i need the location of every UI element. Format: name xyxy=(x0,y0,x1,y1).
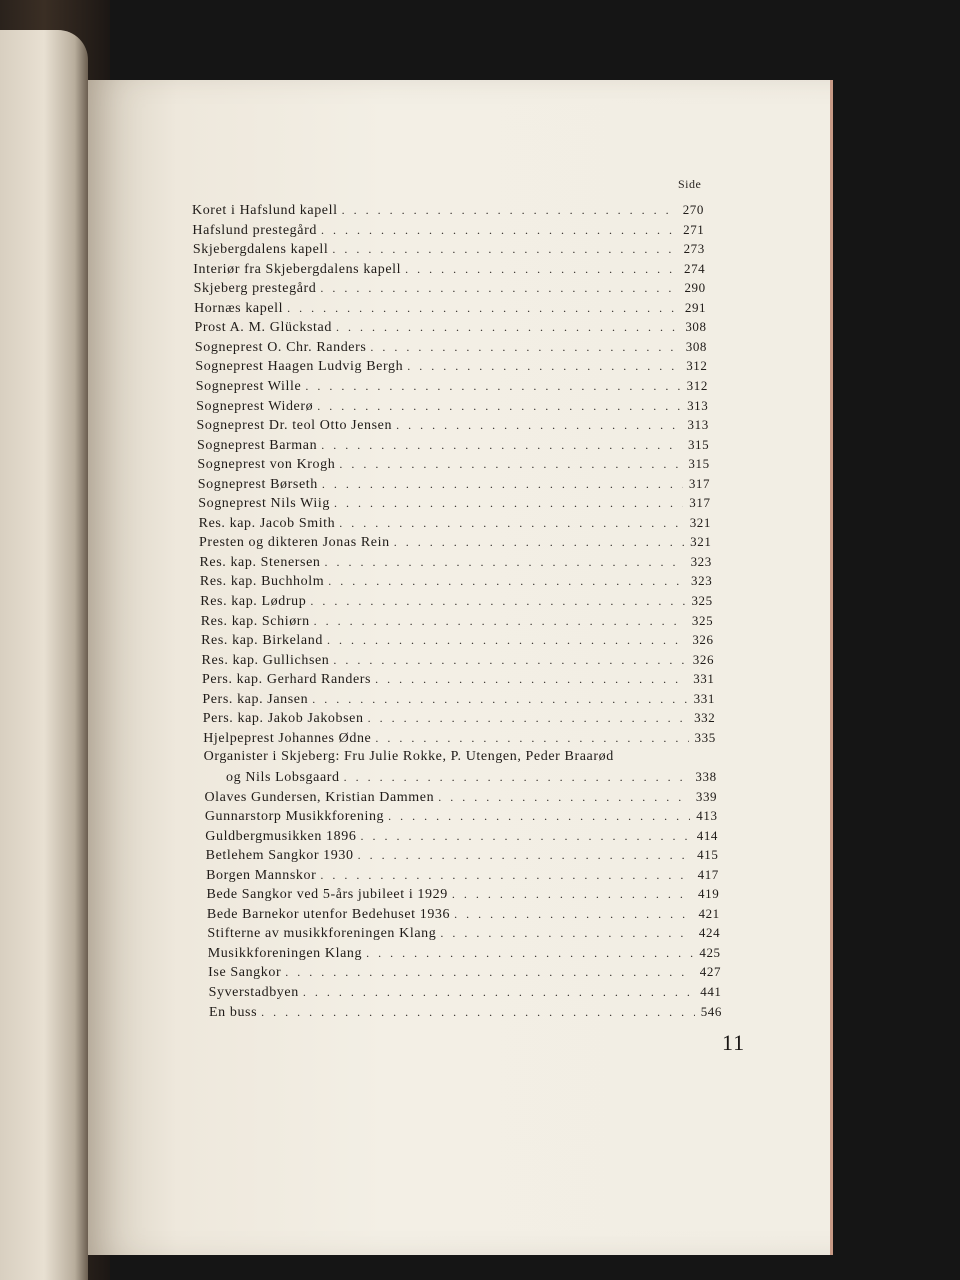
dot-leader xyxy=(396,418,681,433)
toc-entry-title: Res. kap. Buchholm xyxy=(199,574,325,590)
dot-leader xyxy=(388,809,690,824)
toc-entry-title: Hafslund prestegård xyxy=(192,222,317,238)
toc-entry-title: Hjelpeprest Johannes Ødne xyxy=(203,730,372,746)
dot-leader xyxy=(332,242,677,257)
toc-entry-title: Sogneprest Børseth xyxy=(197,476,318,492)
toc-entry-title: Olaves Gundersen, Kristian Dammen xyxy=(204,789,435,805)
toc-entry-page: 271 xyxy=(683,221,705,237)
toc-entry-page: 323 xyxy=(691,573,713,589)
dot-leader xyxy=(322,477,683,492)
dot-leader xyxy=(394,535,684,550)
toc-entry xyxy=(203,730,716,750)
toc-entry-page: 308 xyxy=(685,338,708,354)
toc-entry xyxy=(192,202,704,222)
toc-entry-title: Res. kap. Stenersen xyxy=(199,554,321,570)
toc-entry xyxy=(226,769,717,789)
toc-entry xyxy=(197,456,709,476)
toc-entry-title: Res. kap. Jacob Smith xyxy=(198,515,336,531)
toc-entry xyxy=(193,241,705,261)
toc-entry xyxy=(201,632,714,652)
dot-leader xyxy=(366,946,693,961)
toc-entry xyxy=(206,847,719,867)
toc-entry xyxy=(201,613,714,633)
toc-entry xyxy=(207,906,720,926)
toc-entry-title: Res. kap. Schiørn xyxy=(200,613,310,629)
dot-leader xyxy=(336,320,679,335)
toc-entry xyxy=(194,319,706,339)
dot-leader xyxy=(317,399,681,414)
toc-entry-page: 315 xyxy=(688,456,710,472)
dot-leader xyxy=(405,262,678,277)
toc-entry-title: Prost A. M. Glückstad xyxy=(194,320,332,336)
toc-entry-page: 323 xyxy=(690,553,712,569)
toc-entry-page: 273 xyxy=(683,241,705,257)
toc-entry xyxy=(199,515,711,535)
dot-leader xyxy=(305,379,680,394)
toc-entry-title: Gunnarstorp Musikkforening xyxy=(204,809,385,825)
toc-entry xyxy=(196,378,708,398)
toc-entry-page: 312 xyxy=(686,358,708,374)
toc-entry xyxy=(193,261,705,281)
toc-entry xyxy=(195,358,707,378)
toc-entry-page: 417 xyxy=(697,866,719,882)
dot-leader xyxy=(344,770,690,785)
toc-entry-page: 441 xyxy=(700,984,722,999)
toc-entry-title: Bede Barnekor utenfor Bedehuset 1936 xyxy=(206,906,451,922)
dot-leader xyxy=(310,594,685,609)
toc-entry xyxy=(205,828,718,848)
toc-entry-page: 546 xyxy=(700,1003,722,1019)
toc-entry-title: Res. kap. Gullichsen xyxy=(201,652,330,668)
toc-entry xyxy=(202,691,715,711)
toc-entry xyxy=(203,710,716,730)
toc-entry xyxy=(199,554,711,574)
dot-leader xyxy=(333,653,686,668)
toc-entry-title: Hornæs kapell xyxy=(194,300,284,316)
toc-entry xyxy=(204,789,717,809)
page-number: 11 xyxy=(722,1030,746,1055)
toc-entry-page: 312 xyxy=(686,377,708,393)
toc-entry-page: 339 xyxy=(695,788,718,804)
toc-entry-page: 326 xyxy=(692,632,714,648)
dot-leader xyxy=(375,731,688,746)
dot-leader xyxy=(375,672,687,687)
toc-entry-page: 321 xyxy=(690,534,712,550)
dot-leader xyxy=(285,965,694,980)
dot-leader xyxy=(358,848,692,863)
dot-leader xyxy=(370,340,679,355)
toc-entry-title: Guldbergmusikken 1896 xyxy=(205,828,357,844)
toc-entry-title: Sogneprest Widerø xyxy=(196,398,314,414)
toc-entry-page: 321 xyxy=(689,514,711,530)
dot-leader xyxy=(320,868,691,883)
toc-entry xyxy=(208,945,721,965)
dot-leader xyxy=(440,926,693,941)
dot-leader xyxy=(334,496,683,511)
dot-leader xyxy=(321,438,682,453)
toc-entry xyxy=(200,573,712,593)
dot-leader xyxy=(407,359,680,374)
toc-entry-page: 419 xyxy=(698,886,720,902)
toc-entry-title: Musikkforeningen Klang xyxy=(207,945,363,961)
toc-entry-title: Sogneprest Barman xyxy=(196,437,318,453)
dot-leader xyxy=(342,203,677,218)
side-column-label: Side xyxy=(678,177,702,191)
toc-entry-page: 331 xyxy=(693,671,715,687)
toc-entry-page: 270 xyxy=(682,202,704,217)
toc-entry xyxy=(202,671,715,691)
toc-entry xyxy=(209,1004,722,1024)
toc-entry-title: Pers. kap. Jakob Jakobsen xyxy=(202,711,364,727)
toc-entry xyxy=(194,280,706,300)
dot-leader xyxy=(339,457,682,472)
toc-entry-title: Koret i Hafslund kapell xyxy=(192,203,338,218)
toc-entry-page: 427 xyxy=(699,964,722,980)
toc-entry-title: Res. kap. Birkeland xyxy=(201,633,323,649)
toc-entry-continuation: Organister i Skjeberg: Fru Julie Rokke, P. Utengen, Peder Braarød xyxy=(203,749,614,765)
dot-leader xyxy=(454,907,692,922)
dot-leader xyxy=(327,633,686,648)
dot-leader xyxy=(438,790,690,805)
toc-entry xyxy=(209,984,722,1004)
toc-entry xyxy=(196,398,708,418)
dot-leader xyxy=(261,1005,695,1020)
toc-entry-page: 331 xyxy=(693,690,715,706)
toc-entry xyxy=(207,886,720,906)
dot-leader xyxy=(328,574,685,589)
toc-entry-page: 313 xyxy=(687,417,709,433)
toc-entry-page: 413 xyxy=(696,808,718,824)
toc-entry-title: Sogneprest O. Chr. Randers xyxy=(194,339,367,355)
dot-leader xyxy=(339,516,683,531)
dot-leader xyxy=(312,692,687,707)
dot-leader xyxy=(360,829,690,844)
toc-entry-page: 313 xyxy=(687,397,709,413)
toc-entry xyxy=(206,867,719,887)
dot-leader xyxy=(368,711,689,726)
toc-entry-page: 421 xyxy=(698,905,720,921)
toc-entry xyxy=(199,534,711,554)
toc-entry-title: En buss xyxy=(209,1004,258,1020)
toc-entry xyxy=(197,417,709,437)
toc-entry-page: 332 xyxy=(694,710,716,726)
toc-entry xyxy=(194,300,706,320)
toc-entry-page: 326 xyxy=(692,651,715,667)
toc-entry-page: 424 xyxy=(698,925,721,941)
toc-entry-page: 335 xyxy=(694,729,716,745)
toc-entry xyxy=(198,495,710,515)
toc-entry xyxy=(202,652,715,672)
toc-entry-page: 291 xyxy=(684,299,707,315)
toc-entry-title: Stifterne av musikkforeningen Klang xyxy=(207,926,437,942)
toc-entry-title: Betlehem Sangkor 1930 xyxy=(205,848,354,864)
dot-leader xyxy=(325,555,685,570)
toc-entry xyxy=(195,339,707,359)
toc-entry-page: 414 xyxy=(696,827,719,843)
dot-leader xyxy=(314,614,686,629)
toc-entry-page: 425 xyxy=(699,944,721,960)
toc-entry-title: Presten og dikteren Jonas Rein xyxy=(199,535,390,551)
toc-entry-title: Sogneprest Nils Wiig xyxy=(198,496,330,512)
toc-entry-page: 315 xyxy=(687,436,710,452)
toc-entry-page: 325 xyxy=(691,593,713,608)
toc-entry-title: Interiør fra Skjebergdalens kapell xyxy=(193,261,402,277)
toc-entry-title: Sogneprest Wille xyxy=(195,378,302,394)
dot-leader xyxy=(452,887,692,902)
toc-entry-title: Skjeberg prestegård xyxy=(193,281,317,297)
toc-entry-page: 317 xyxy=(688,475,711,491)
toc-entry-title: Sogneprest von Krogh xyxy=(197,457,336,473)
toc-entry-title: Ise Sangkor xyxy=(208,965,282,981)
toc-entry-title: Pers. kap. Jansen xyxy=(202,691,309,707)
toc-entry xyxy=(197,437,709,457)
toc-entry-page: 274 xyxy=(683,260,706,276)
toc-entry xyxy=(198,476,710,496)
toc-entry-page: 317 xyxy=(689,495,711,511)
dot-leader xyxy=(320,281,678,296)
toc-entry xyxy=(192,222,704,242)
toc-entry-page: 415 xyxy=(697,847,719,863)
toc-entry-page: 308 xyxy=(685,319,707,335)
toc-entry-title: Syverstadbyen xyxy=(208,985,299,1000)
toc-entry xyxy=(200,593,712,613)
toc-entry-page: 338 xyxy=(695,768,717,784)
dot-leader xyxy=(321,223,677,238)
toc-entry-page: 290 xyxy=(684,280,706,296)
toc-entry-title: Sogneprest Dr. teol Otto Jensen xyxy=(196,418,393,434)
toc-entry-page: 325 xyxy=(691,612,714,628)
toc-entry-title: Res. kap. Lødrup xyxy=(200,594,307,609)
dot-leader xyxy=(303,985,694,1000)
toc-entry xyxy=(208,964,721,984)
toc-entry xyxy=(207,925,720,945)
toc-entry-title: Skjebergdalens kapell xyxy=(192,242,329,258)
toc-entry-title: og Nils Lobsgaard xyxy=(226,769,340,785)
toc-entry-title: Sogneprest Haagen Ludvig Bergh xyxy=(195,359,404,375)
toc-entry-title: Bede Sangkor ved 5-års jubileet i 1929 xyxy=(206,887,448,903)
dot-leader xyxy=(287,301,679,316)
toc-entry-title: Borgen Mannskor xyxy=(206,867,317,883)
toc-entry xyxy=(205,808,718,828)
toc-entry-title: Pers. kap. Gerhard Randers xyxy=(201,672,372,688)
